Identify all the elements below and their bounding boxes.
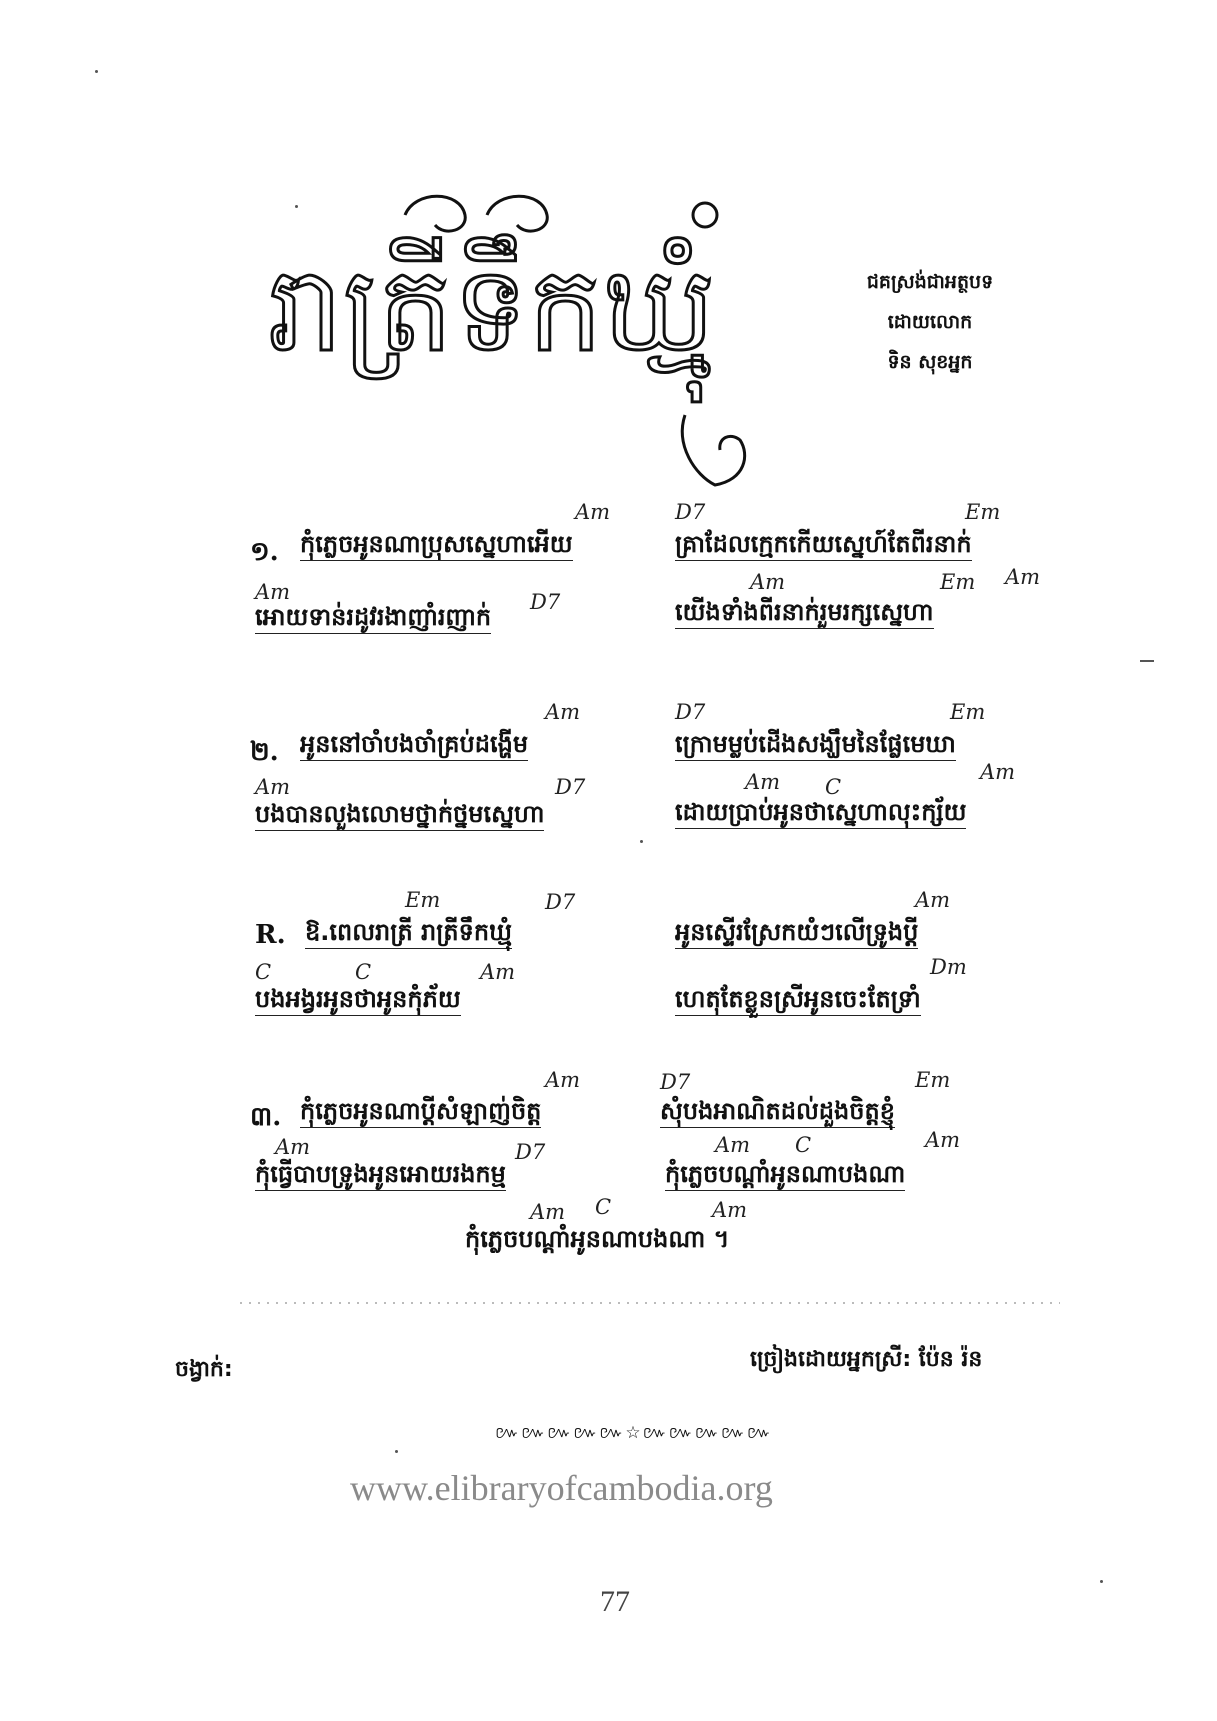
scan-speck [295, 205, 298, 208]
credit-line-2: ដោយលោក [887, 311, 973, 333]
credits [830, 270, 1030, 390]
singer-credit: ច្រៀងដោយអ្នកស្រី: ប៉ែន រ៉ន [750, 1347, 983, 1372]
chord: Am [480, 960, 516, 984]
watermark-url: www.elibraryofcambodia.org [350, 1468, 773, 1508]
chord: Em [915, 1068, 951, 1092]
chord: Em [965, 500, 1001, 524]
chord: D7 [675, 500, 706, 524]
chord: Am [545, 700, 581, 724]
chord: C [355, 960, 372, 984]
chord: Am [712, 1198, 748, 1222]
lyric-line: កុំភ្លេចបណ្តាំអូនណាបងណា [665, 1160, 905, 1191]
chord: C [595, 1195, 612, 1219]
chord: Am [255, 775, 291, 799]
lyric-line: ឱ.ពេលរាត្រី រាត្រីទឹកឃ្មុំ [305, 918, 512, 949]
chord: C [825, 775, 842, 799]
chord: Am [915, 888, 951, 912]
chord: Am [1005, 565, 1041, 589]
lyric-line: អោយទាន់រដូវរងាញាំរញាក់ [255, 603, 491, 634]
lyric-line: ហេតុតែខ្លួនស្រីអូនចេះតែទ្រាំ [675, 985, 921, 1016]
lyric-line: យើងទាំងពីរនាក់រួមរក្សស្នេហា [675, 598, 934, 629]
lyric-line: ដោយប្រាប់អូនថាស្នេហាលុះក្ស័យ [675, 798, 966, 829]
chord: D7 [660, 1070, 691, 1094]
chord: Am [745, 770, 781, 794]
lyric-line: បងបានលួងលោមថ្នាក់ថ្នមស្នេហា [255, 800, 544, 831]
chord: Am [750, 570, 786, 594]
scan-speck [1100, 1580, 1103, 1583]
chord: Em [950, 700, 986, 724]
chord: Am [275, 1135, 311, 1159]
refrain-label: R. [255, 920, 286, 950]
chord: D7 [675, 700, 706, 724]
lyric-line: កុំធ្វើបាបទ្រូងអូនអោយរងកម្ម [255, 1160, 506, 1191]
chord: Am [575, 500, 611, 524]
credit-line-3: ទិន សុខអ្នក [887, 351, 973, 373]
page-number: 77 [600, 1585, 630, 1618]
chord: C [255, 960, 272, 984]
scan-speck [395, 1450, 398, 1453]
chord: Am [530, 1200, 566, 1224]
chord: D7 [515, 1140, 546, 1164]
ornament-divider: ៚៚៚៚៚☆៚៚៚៚៚ [495, 1423, 773, 1443]
lyric-line: អូនស្ទើរស្រែកយំៗលើទ្រូងប្តី [675, 918, 918, 949]
chord: D7 [530, 590, 561, 614]
chord: Em [405, 888, 441, 912]
lyric-line: គ្រាដែលក្មេកកើយស្នេហ៍តែពីរនាក់ [675, 530, 972, 561]
chord: Dm [930, 955, 967, 979]
chord: Em [940, 570, 976, 594]
song-title: រាត្រីទឹកឃ្មុំ [268, 240, 716, 378]
scan-speck [1140, 660, 1154, 662]
chord: Am [715, 1133, 751, 1157]
scan-speck [640, 840, 643, 843]
lyric-line: អូននៅចាំបងចាំគ្រប់ដង្ហើម [300, 730, 528, 761]
lyric-line: បងអង្វរអូនថាអូនកុំភ័យ [255, 985, 461, 1016]
chord: Am [925, 1128, 961, 1152]
verse-number: ៣. [250, 1102, 282, 1132]
lyric-line: សុំបងអាណិតដល់ដួងចិត្តខ្ញុំ [660, 1097, 895, 1128]
divider [240, 1302, 1060, 1304]
chord: Am [980, 760, 1016, 784]
final-lyric-line: កុំភ្លេចបណ្តាំអូនណាបងណា ។ [465, 1225, 730, 1253]
chord: C [795, 1133, 812, 1157]
lyric-line: កុំភ្លេចអូនណាប្តីសំឡាញ់ចិត្ត [300, 1097, 541, 1128]
credit-line-1: ជគស្រង់ជាអត្ថបទ [866, 271, 994, 293]
verse-number: ១. [250, 537, 279, 567]
lyric-line: ក្រោមម្លប់ដើងសង្ឃឹមនៃផ្លែមេឃា [675, 730, 956, 761]
scan-speck [95, 70, 98, 73]
rhythm-label: ចង្វាក់: [175, 1357, 233, 1382]
chord: D7 [555, 775, 586, 799]
chord: D7 [545, 890, 576, 914]
lyric-line: កុំភ្លេចអូនណាប្រុសស្នេហាអើយ [300, 530, 573, 561]
verse-number: ២. [250, 737, 279, 767]
chord: Am [255, 580, 291, 604]
chord: Am [545, 1068, 581, 1092]
